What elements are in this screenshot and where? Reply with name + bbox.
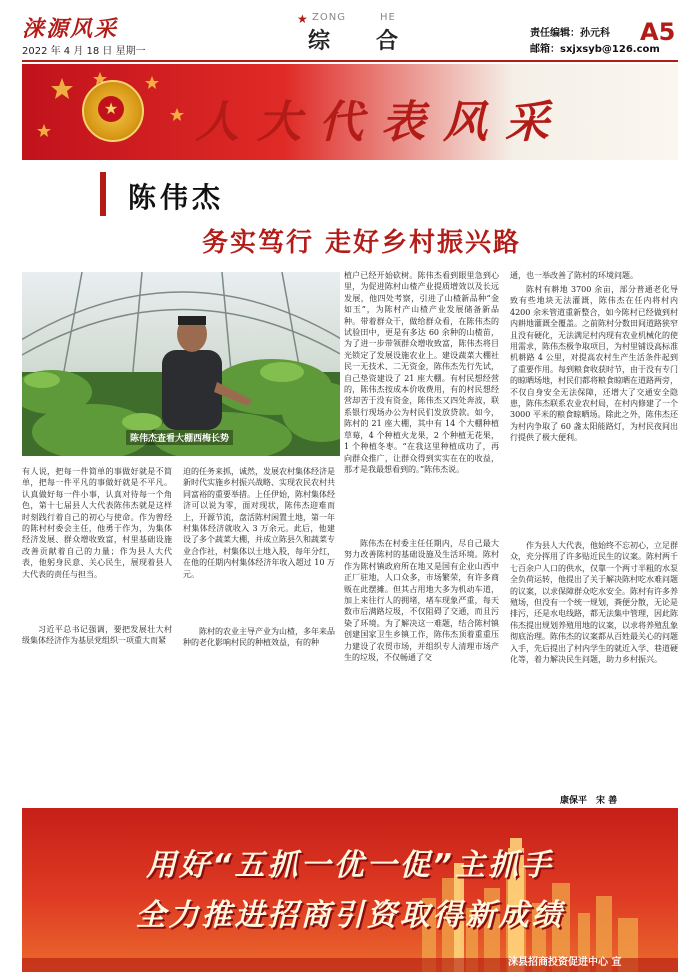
article-column-4b: 陈村有耕地 3700 余亩，部分普通老化导致有些地块无法灌溉，陈伟杰在任内将村内 4200 余米管道重新整合，如今陈村已经做到村内耕地灌溉全覆盖。之前陈村分数田间道路狭窄且没有硬化，无法满足村内现有农业机械化的使用需求，陈伟杰极争取项目，为村里铺设高标准机耕路 4 公里，对提高农村生产生活条件起到了重要作用。每到粮食收获时节，由于没有专门的晾晒场地，村民们都将粮食晾晒在道路两旁，不仅自身安全无法保障，还增大了交通安全隐患，陈伟杰联系农业农村局，在村内修建了一个 3000 平米的粮食晾晒场。除此之外，陈伟杰还为村内争取了 60 盏太阳能路灯，为村民夜间出行提供了极大便利。 — [510, 285, 678, 443]
author-byline: 康保平 宋 善 — [560, 796, 618, 806]
emblem-star-icon: ★ — [98, 96, 124, 122]
ad-slogan-line-1: 用好“五抓一优一促”主抓手 — [146, 848, 554, 883]
photo-caption: 陈伟杰查看大棚西梅长势 — [126, 430, 233, 445]
editor-email: 邮箱：sxjxsyb@126.com — [530, 44, 660, 55]
article-column-3b: 陈伟杰在村委主任任期内，尽自己最大努力改善陈村的基础设施及生活环境。陈村作为陈村镇政府所在地又是国有企业山西中正厂驻地，人口众多，市场繁荣，有许多商贩在此摆摊。但其占用地大多为机动车道，加上来往行人的拥堵，堵车现象严重，每天数市后满路垃圾，不仅阻碍了交通，而且污染了环境。为了解决这一难题，结合陈村镇创建国家卫生乡镇工作，陈伟杰顶着重重压力建设了农贸市场，并组织专人清理市场产生的垃圾，不仅畅通了交 — [344, 539, 499, 663]
section-cn-left: 综 — [308, 28, 331, 54]
article-column-4: 通，也一举改善了陈村的环境问题。 — [510, 271, 638, 280]
article-photo — [22, 272, 340, 456]
column-title: 人大代表风采 — [195, 97, 567, 148]
header-divider — [22, 60, 678, 62]
article-column-1b: 习近平总书记强调，要把发展壮大村级集体经济作为基层党组织一项重大而紧 — [22, 625, 172, 646]
article-column-4c: 作为县人大代表，他始终不忘初心，立足群众，充分挥用了许多贴近民生的议案。陈村两千七百余户人口的供水，仅靠一个两寸半粗的水泵全负荷运转，他提出了关于解决陈村吃水难问题的议案，以求保障群众吃水安全。陈村有许多养殖场，但没有一个统一规划，粪便分散，无论是排污，还是水电线路，都无法集中管理，因此陈伟杰提出规划养殖用地的议案，以求将养殖乱象彻底治理。陈伟杰的议案都从百姓最关心的问题入手，先后提出了村内学生的就近入学、巷道硬化等，着力解决民生问题，助力乡村振兴。 — [510, 541, 678, 665]
section-en-left: ZONG — [312, 12, 346, 23]
ad-slogan-line-2: 全力推进招商引资取得新成绩 — [135, 898, 565, 933]
article-column-3: 植户已经开始砍树。陈伟杰看到眼里急到心里，为促进陈村山楂产业提质增效以及长远发展，他四处考察，引进了山楂新品种“金如玉”，为陈村产山楂产业发展储备新品种。带着群众干，做给群众看，在陈伟杰的试验田中，更是有多达 60 余种的山楂苗，为了进一步带领群众增收致富，陈伟杰将目光锁定了发展设施农业上。建设蔬菜大棚社民一无技术、二无资金，陈伟杰先行先试，自己垫资建设了 21 座大棚。有村民想经营的，陈伟杰按成本价收费用，有的村民想经营却苦于没有资金，陈伟杰又四处奔波，联系银行现场办公为村民们发放贷款。如今，陈村的 21 座大棚，其中有 14 个大棚种植草莓，4 个种植火龙果，2 个种植无花果，1 个种植冬枣。“在我这里种植成功了，再向群众推广，让群众得到实实在在的收益，那才是我最想看到的。”陈伟杰说。 — [344, 271, 499, 474]
star-icon: ★ — [297, 12, 308, 26]
section-en-right: HE — [380, 12, 396, 23]
issue-date: 2022 年 4 月 18 日 星期一 — [22, 46, 146, 57]
name-accent-bar — [100, 172, 106, 216]
masthead: 涞源风采 — [22, 16, 119, 42]
ad-sponsor: 涞县招商投资促进中心 宣 — [508, 957, 622, 968]
person-name: 陈伟杰 — [128, 181, 225, 214]
article-column-2b: 陈村的农业主导产业为山楂，多年来品种的老化影响村民的种植效益，有的种 — [183, 627, 335, 648]
article-column-1: 有人说，把每一件简单的事做好就是不简单，把每一件平凡的事做好就是不平凡。认真做好每一件小事，认真对待每一个角色，第十七届县人大代表陈伟杰就是这样时刻践行着自己的初心与使命。作为曾经的陈村村委会主任，他勇于作为，为集体经济发展、群众增收致富，村里基础设施改善贡献着自己的力量；作为县人大代表，他躬身民意、关心民生，展现着县人大代表的责任与担当。 — [22, 467, 172, 579]
article-column-2: 迫的任务来抓，诚然，发展农村集体经济是新时代实施乡村振兴战略、实现农民农村共同富裕的重要举措。上任伊始，陈村集体经济可以说为零，面对现状，陈伟杰迎难而上，开源节流，盘活陈村闲置土地，第一年村集体经济就收入 3 万余元。此后，他建设了多个蔬菜大棚，并成立陈县久和蔬菜专业合作社，村集体以土地入股，每年分红，在他的任期内村集体经济年收入超过 10 万元。 — [183, 467, 335, 579]
page-number: A5 — [640, 18, 676, 46]
editor-label: 责任编辑：孙元科 — [530, 28, 610, 39]
section-cn-right: 合 — [376, 28, 399, 54]
article-headline: 务实笃行 走好乡村振兴路 — [202, 228, 522, 258]
